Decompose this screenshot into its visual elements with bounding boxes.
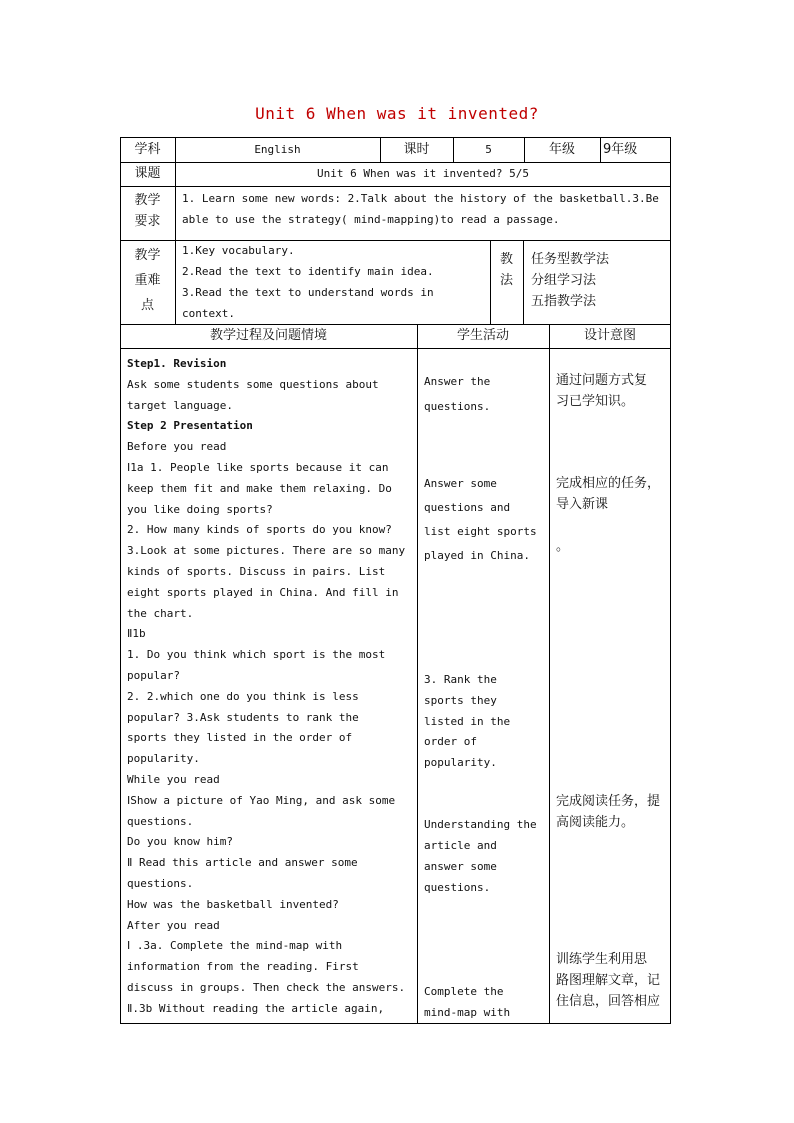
design-intent-text: 训练学生利用思 <box>556 952 648 967</box>
design-intent-text: 习已学知识。 <box>556 394 635 409</box>
process-line: you like doing sports? <box>127 502 273 516</box>
col-divider <box>600 137 601 162</box>
design-intent-text: 高阅读能力。 <box>556 815 635 830</box>
student-activity-text: Understanding the <box>424 818 537 831</box>
student-activity-text: questions and <box>424 501 511 514</box>
student-activity-text: answer some <box>424 860 497 873</box>
row-divider <box>120 186 671 187</box>
process-line: target language. <box>127 398 233 412</box>
design-intent-text: 完成阅读任务，提 <box>556 794 661 809</box>
process-line: After you read <box>127 918 220 932</box>
key-point-item: context. <box>182 307 235 320</box>
student-activity-text: 3. Rank the <box>424 673 497 686</box>
process-line: Do you know him? <box>127 835 233 849</box>
key-points-label: 重难 <box>134 273 161 288</box>
process-line: How was the basketball invented? <box>127 897 339 911</box>
grade-value: 9年级 <box>603 142 638 157</box>
student-activity-text: Complete the <box>424 985 504 998</box>
process-line: Ⅱ Read this article and answer some <box>127 856 358 870</box>
process-line: popular? 3.Ask students to rank the <box>127 710 359 724</box>
process-line: questions. <box>127 876 194 890</box>
col-divider <box>417 324 418 1024</box>
design-intent-text: 住信息，回答相应 <box>556 994 661 1009</box>
student-activity-text: mind-map with <box>424 1006 511 1019</box>
objectives-label: 教学 <box>134 193 161 208</box>
student-activity-text: questions. <box>424 400 491 413</box>
design-intent-text: 通过问题方式复 <box>556 373 648 388</box>
objectives-label: 要求 <box>134 214 161 229</box>
topic-value: Unit 6 When was it invented? 5/5 <box>317 167 529 180</box>
key-point-item: 1.Key vocabulary. <box>182 244 295 257</box>
grade-label: 年级 <box>548 142 575 157</box>
method-item: 任务型教学法 <box>531 252 610 267</box>
process-column <box>127 354 412 1020</box>
design-intent-text: 路图理解文章，记 <box>556 973 661 988</box>
student-activity-text: listed in the <box>424 715 511 728</box>
method-item: 分组学习法 <box>531 273 597 288</box>
process-line: Step 2 Presentation <box>127 419 253 433</box>
topic-label: 课题 <box>134 166 161 181</box>
student-activity-text: article and <box>424 839 497 852</box>
process-line: discuss in groups. Then check the answers. <box>127 980 406 994</box>
row-divider <box>120 162 671 163</box>
process-line: Ask some students some questions about <box>127 377 379 391</box>
process-line: Before you read <box>127 440 227 454</box>
design-intent-text: 完成相应的任务， <box>556 476 661 491</box>
process-line: Ⅰ .3a. Complete the mind-map with <box>127 939 343 953</box>
key-point-item: 2.Read the text to identify main idea. <box>182 265 434 278</box>
student-activity-text: sports they <box>424 694 497 707</box>
design-intent-text: 。 <box>556 539 570 554</box>
column-header-student: 学生活动 <box>456 328 509 343</box>
student-activity-text: list eight sports <box>424 525 537 538</box>
method-label: 法 <box>499 273 513 288</box>
column-header-design: 设计意图 <box>583 328 636 343</box>
student-activity-text: Answer the <box>424 375 491 388</box>
subject-value: English <box>254 143 301 156</box>
process-line: Ⅱ1b <box>127 627 146 641</box>
student-activity-text: popularity. <box>424 756 497 769</box>
key-points-label: 教学 <box>134 248 161 263</box>
method-item: 五指教学法 <box>531 294 597 309</box>
process-line: kinds of sports. Discuss in pairs. List <box>127 564 386 578</box>
process-line: questions. <box>127 814 194 828</box>
process-line: information from the reading. First <box>127 960 359 974</box>
process-line: the chart. <box>127 606 194 620</box>
subject-label: 学科 <box>134 142 161 157</box>
process-line: eight sports played in China. And fill in <box>127 585 399 599</box>
student-activity-text: Answer some <box>424 477 497 490</box>
col-divider <box>523 240 524 324</box>
process-line: popularity. <box>127 752 200 766</box>
student-activity-text: order of <box>424 735 477 748</box>
process-line: 1. Do you think which sport is the most <box>127 648 386 662</box>
process-line: 2. 2.which one do you think is less <box>127 689 359 703</box>
objectives-text: 1. Learn some new words: 2.Talk about the history of the basketball.3.Be <box>182 192 659 205</box>
period-label: 课时 <box>403 142 430 157</box>
document-title: Unit 6 When was it invented? <box>255 104 539 123</box>
column-header-process: 教学过程及问题情境 <box>209 328 327 343</box>
method-label: 教 <box>499 252 513 267</box>
row-divider <box>120 348 671 349</box>
process-line: 3.Look at some pictures. There are so many <box>127 544 406 558</box>
process-line: 2. How many kinds of sports do you know? <box>127 523 392 537</box>
period-value: 5 <box>485 143 492 156</box>
process-line: popular? <box>127 668 180 682</box>
key-point-item: 3.Read the text to understand words in <box>182 286 434 299</box>
design-intent-text: 导入新课 <box>556 497 609 512</box>
key-points-label: 点 <box>140 298 154 313</box>
col-divider <box>549 324 550 1024</box>
student-activity-text: played in China. <box>424 549 530 562</box>
objectives-text: able to use the strategy( mind-mapping)to read a passage. <box>182 213 560 226</box>
process-line: sports they listed in the order of <box>127 731 353 745</box>
process-line: Ⅱ.3b Without reading the article again, <box>127 1001 385 1015</box>
process-line: Step1. Revision <box>127 357 227 370</box>
process-line: While you read <box>127 772 220 786</box>
student-activity-text: questions. <box>424 881 491 894</box>
process-line: keep them fit and make them relaxing. Do <box>127 481 392 495</box>
process-line: ⅠShow a picture of Yao Ming, and ask some <box>127 793 396 807</box>
process-line: Ⅰ1a 1. People like sports because it can <box>127 460 389 474</box>
